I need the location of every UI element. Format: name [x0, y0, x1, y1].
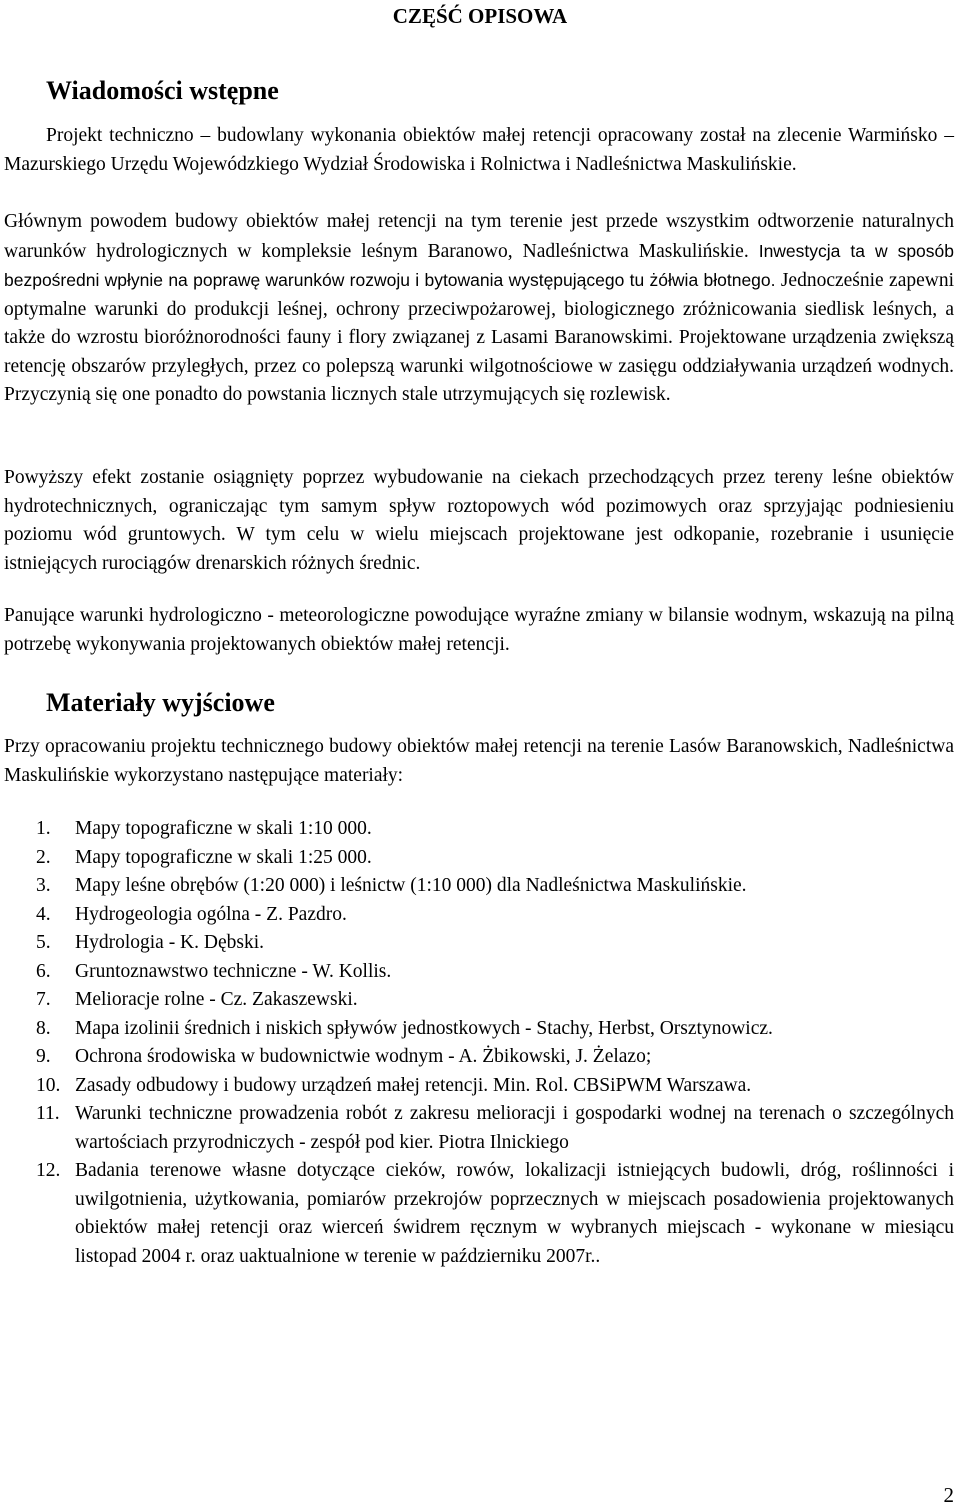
list-item: [0, 1157, 954, 1271]
list-item-text: Hydrologia - K. Dębski.: [75, 932, 265, 953]
list-item-number: 9.: [36, 1046, 51, 1067]
list-item: [0, 815, 954, 844]
list-item-number: 10.: [36, 1074, 61, 1096]
list-item: [0, 1072, 954, 1101]
list-item-number: 6.: [36, 960, 51, 982]
list-item-number: 8.: [36, 1017, 51, 1039]
list-item-text: Warunki techniczne prowadzenia robót z zakresu melioracji i gospodarki wodnej na terenach o szczególnych wartościach przyrodniczych - zespół pod kier. Piotra Ilnickiego: [75, 1103, 954, 1153]
list-item: [0, 929, 954, 958]
paragraph-project-commission: Projekt techniczno – budowlany wykonania obiektów małej retencji opracowany został na zlecenie Warmińsko – Mazurskiego Urzędu Wojewódzkiego Wydział Środowiska i Rolnictwa i Nadleśnictwa Maskulińskie.: [4, 125, 954, 175]
list-item-text: Zasady odbudowy i budowy urządzeń małej retencji. Min. Rol. CBSiPWM Warszawa.: [75, 1074, 752, 1096]
list-item-text: Badania terenowe własne dotyczące cieków, rowów, lokalizacji istniejących budowli, dróg, roślinności i uwilgotnienia, użytkowania, pomiarów przekrojów poprzecznych w miejscach posadowienia projektowanych obiektów małej retencji oraz wierceń świdrem ręcznym w wybranych miejscach - wykonane w miesiącu listopad 2004 r. oraz uaktualnione w terenie w październiku 2007r..: [75, 1160, 954, 1267]
materials-list: [0, 815, 954, 1271]
list-item-text: Melioracje rolne - Cz. Zakaszewski.: [75, 989, 358, 1010]
list-item-text: Mapy topograficzne w skali 1:10 000.: [75, 818, 372, 839]
list-item: [0, 901, 954, 930]
section-heading-introduction: Wiadomości wstępne: [46, 76, 279, 105]
list-item: [0, 958, 954, 987]
list-item-text: Mapa izolinii średnich i niskich spływów jednostkowych - Stachy, Herbst, Orsztynowicz.: [75, 1017, 773, 1039]
list-item: [0, 1043, 954, 1072]
paragraph-hydrological-conditions: Panujące warunki hydrologiczno - meteorologiczne powodujące wyraźne zmiany w bilansie wodnym, wskazują na pilną potrzebę wykonywania projektowanych obiektów małej retencji.: [4, 605, 954, 655]
paragraph-expected-effect: Powyższy efekt zostanie osiągnięty poprzez wybudowanie na ciekach przechodzących przez tereny leśne obiektów hydrotechnicznych, ograniczając tym samym spływ roztopowych wód pozimowych oraz sprzyjając podniesieniu poziomu wód gruntowych. W tym celu w wielu miejscach projektowane jest odkopanie, rozebranie i usunięcie istniejących rurociągów drenarskich różnych średnic.: [4, 467, 954, 574]
document-title: CZĘŚĆ OPISOWA: [392, 4, 568, 28]
paragraph-main-reason-part-a: Głównym powodem budowy obiektów małej retencji na tym terenie jest przede wszystkim odtworzenie naturalnych warunków hydrologicznych w kompleksie leśnym Baranowo, Nadleśnictwa Maskulińskie.: [4, 211, 954, 262]
list-item-number: 12.: [36, 1160, 61, 1181]
list-item: [0, 872, 954, 901]
list-item-number: 11.: [36, 1103, 60, 1124]
list-item-number: 3.: [36, 875, 51, 896]
paragraph-main-reason-part-b: Inwestycja ta w sposób bezpośredni wpłynie na poprawę warunków rozwoju i bytowania występującego tu żółwia błotnego.: [4, 240, 954, 290]
list-item: [0, 1015, 954, 1044]
list-item-number: 2.: [36, 846, 51, 868]
list-item-number: 7.: [36, 989, 51, 1010]
list-item-number: 4.: [36, 903, 51, 925]
paragraph-materials-intro: Przy opracowaniu projektu technicznego budowy obiektów małej retencji na terenie Lasów Baranowskich, Nadleśnictwa Maskulińskie wykorzystano następujące materiały:: [4, 736, 954, 786]
list-item-text: Gruntoznawstwo techniczne - W. Kollis.: [75, 960, 392, 982]
section-heading-source-materials: Materiały wyjściowe: [46, 688, 275, 717]
list-item-text: Hydrogeologia ogólna - Z. Pazdro.: [75, 903, 347, 925]
page-number: 2: [943, 1483, 954, 1507]
list-item: [0, 844, 954, 873]
list-item-number: 5.: [36, 932, 51, 953]
list-item-text: Mapy leśne obrębów (1:20 000) i leśnictw (1:10 000) dla Nadleśnictwa Maskulińskie.: [75, 875, 747, 896]
list-item-text: Ochrona środowiska w budownictwie wodnym - A. Żbikowski, J. Żelazo;: [75, 1046, 652, 1067]
list-item-number: 1.: [36, 818, 51, 839]
paragraph-main-reason-part-c: Jednocześnie zapewni optymalne warunki do produkcji leśnej, ochrony przeciwpożarowej, biologicznego zróżnicowania siedlisk leśnych, a także do wzrostu bioróżnorodności fauny i flory związanej z Lasami Baranowskimi.: [4, 270, 954, 348]
list-item: [0, 986, 954, 1015]
paragraph-main-reason: [4, 208, 954, 410]
paragraph-main-reason-part-d: Projektowane urządzenia zwiększą retencję obszarów przyległych, przez co polepszą warunki wilgotnościowe w zasięgu oddziaływania urządzeń wodnych. Przyczynią się one ponadto do powstania licznych stale utrzymujących się rozlewisk.: [4, 327, 954, 405]
list-item: [0, 1100, 954, 1157]
list-item-text: Mapy topograficzne w skali 1:25 000.: [75, 846, 372, 868]
